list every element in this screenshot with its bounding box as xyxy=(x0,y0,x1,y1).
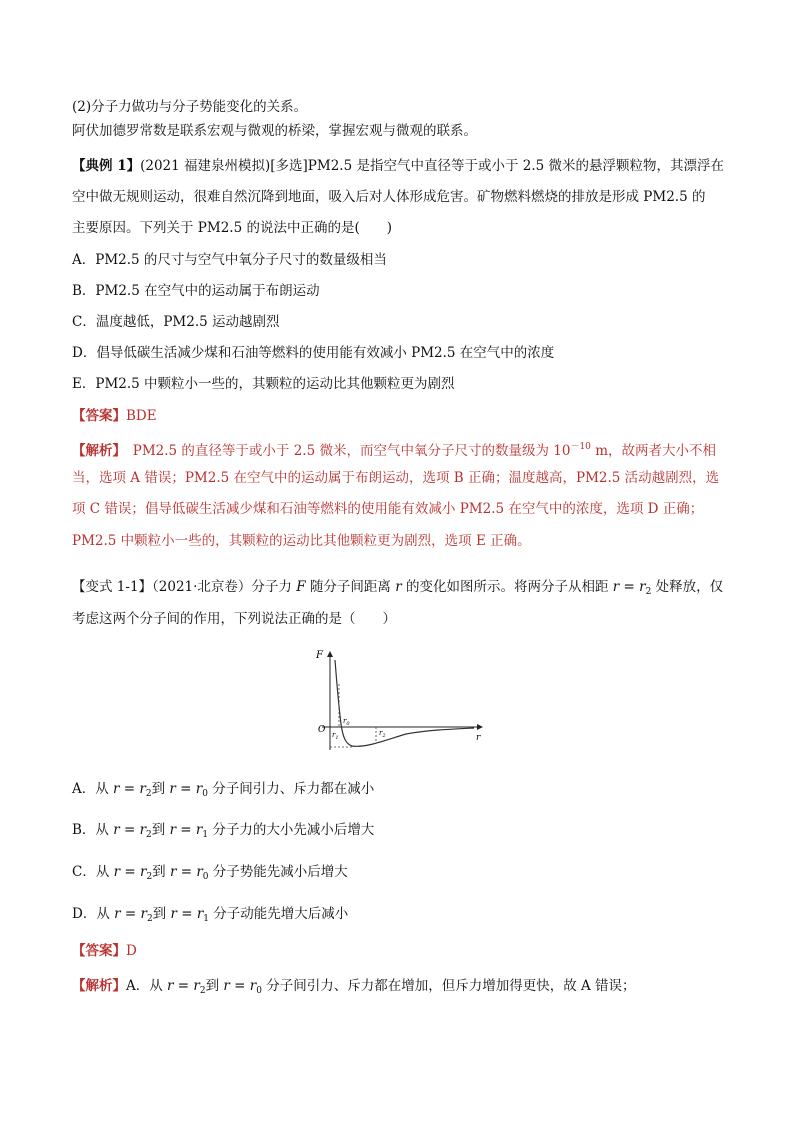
force-distance-figure xyxy=(308,646,488,758)
example1-question-line-2: 空中做无规则运动，很难自然沉降到地面，吸入后对人体形成危害。矿物燃料燃烧的排放是形成 PM2.5 的 xyxy=(72,189,706,205)
figure-y-label: F xyxy=(316,650,323,661)
variant1-q1c: 的变化如图所示。将两分子从相距 xyxy=(401,579,613,595)
example1-answer xyxy=(72,406,732,426)
intro-line-2: 阿伏加德罗常数是联系宏观与微观的桥梁，掌握宏观与微观的联系。 xyxy=(72,123,477,139)
example1-analysis-exponent: －10 xyxy=(570,442,591,452)
example1-analysis-a1-post: m，故两者大小不相 xyxy=(590,443,716,459)
variant1-r-eq-r2: r = r xyxy=(612,579,646,595)
example1-analysis-line-4: PM2.5 中颗粒小一些的，其颗粒的运动比其他颗粒更为剧烈，选项 E 正确。 xyxy=(72,533,531,549)
figure-origin: O xyxy=(318,725,326,735)
figure-r2-label: $r_2$ xyxy=(379,729,386,739)
figure-x-label: r xyxy=(476,733,481,743)
variant1-q1a: （2021·北京卷）分子力 xyxy=(152,579,297,595)
intro-line-1: (2)分子力做功与分子势能变化的关系。 xyxy=(72,99,308,115)
example1-analysis-tag: 【解析】 xyxy=(72,443,120,459)
variant1-answer-tag: 【答案】 xyxy=(72,943,126,959)
variant1-q1b: 随分子间距离 xyxy=(305,579,396,595)
example1-question-line-3: 主要原因。下列关于 PM2.5 的说法中正确的是( ) xyxy=(72,220,392,236)
variant1-option-b: B．从 $r = r_2$到 $r = r_1$ 分子力的大小先减小后增大 xyxy=(72,822,375,840)
example1-option-e: E．PM2.5 中颗粒小一些的，其颗粒的运动比其他颗粒更为剧烈 xyxy=(72,376,455,392)
example1-analysis-line-3: 项 C 错误；倡导低碳生活减少煤和石油等燃料的使用能有效减小 PM2.5 在空气中的浓度，选项 D 正确； xyxy=(72,501,704,517)
force-curve xyxy=(335,660,474,746)
variant1-F: F xyxy=(296,579,306,595)
figure-r0-label: $r_0$ xyxy=(343,717,350,727)
example1-q1: (2021 福建泉州模拟)[多选]PM2.5 是指空气中直径等于或小于 2.5 微米的悬浮颗粒物，其漂浮在 xyxy=(140,158,725,174)
variant1-option-a: A．从 $r = r_2$到 $r = r_0$ 分子间引力、斥力都在减小 xyxy=(72,781,375,799)
example1-analysis-a1-pre: PM2.5 的直径等于或小于 2.5 微米，而空气中氧分子尺寸的数量级为 10 xyxy=(119,443,571,459)
example1-option-b: B．PM2.5 在空气中的运动属于布朗运动 xyxy=(72,283,320,299)
example1-answer-tag: 【答案】 xyxy=(72,408,126,424)
variant1-answer-value: D xyxy=(126,943,137,959)
variant1-tag: 【变式 1-1】 xyxy=(72,579,153,595)
example1-analysis-line-1 xyxy=(72,437,732,461)
example1-option-d: D．倡导低碳生活减少煤和石油等燃料的使用能有效减小 PM2.5 在空气中的浓度 xyxy=(72,345,555,361)
variant1-option-d: D．从 $r = r_2$到 $r = r_1$ 分子动能先增大后减小 xyxy=(72,906,349,924)
example1-option-a: A．PM2.5 的尺寸与空气中氧分子尺寸的数量级相当 xyxy=(72,252,387,268)
variant1-option-c: C．从 $r = r_2$到 $r = r_0$ 分子势能先减小后增大 xyxy=(72,864,348,882)
example1-answer-value: BDE xyxy=(126,408,157,424)
example1-question-line-1 xyxy=(72,156,732,176)
example1-analysis-line-2: 当，选项 A 错误；PM2.5 在空气中的运动属于布朗运动，选项 B 正确；温度越高，PM2.5 活动越剧烈，选 xyxy=(72,470,720,486)
variant1-question-line-2: 考虑这两个分子间的作用，下列说法正确的是（ ） xyxy=(72,611,396,627)
example1-option-c: C．温度越低，PM2.5 运动越剧烈 xyxy=(72,314,280,330)
example1-tag: 【典例 1】 xyxy=(72,158,141,174)
variant1-question-line-1 xyxy=(72,577,732,602)
figure-r1-label: $r_1$ xyxy=(332,731,339,741)
variant1-r: r xyxy=(395,579,402,595)
variant1-analysis-line-1: 【解析】A．从 $r = r_2$到 $r = r_0$ 分子间引力、斥力都在增加，但斥力增加得更快，故 A 错误； xyxy=(72,978,636,996)
variant1-q1d: 处释放，仅 xyxy=(651,579,724,595)
variant1-sub2: 2 xyxy=(645,587,652,597)
variant1-answer xyxy=(72,941,732,961)
variant1-analysis-tag: 【解析】 xyxy=(72,978,126,994)
